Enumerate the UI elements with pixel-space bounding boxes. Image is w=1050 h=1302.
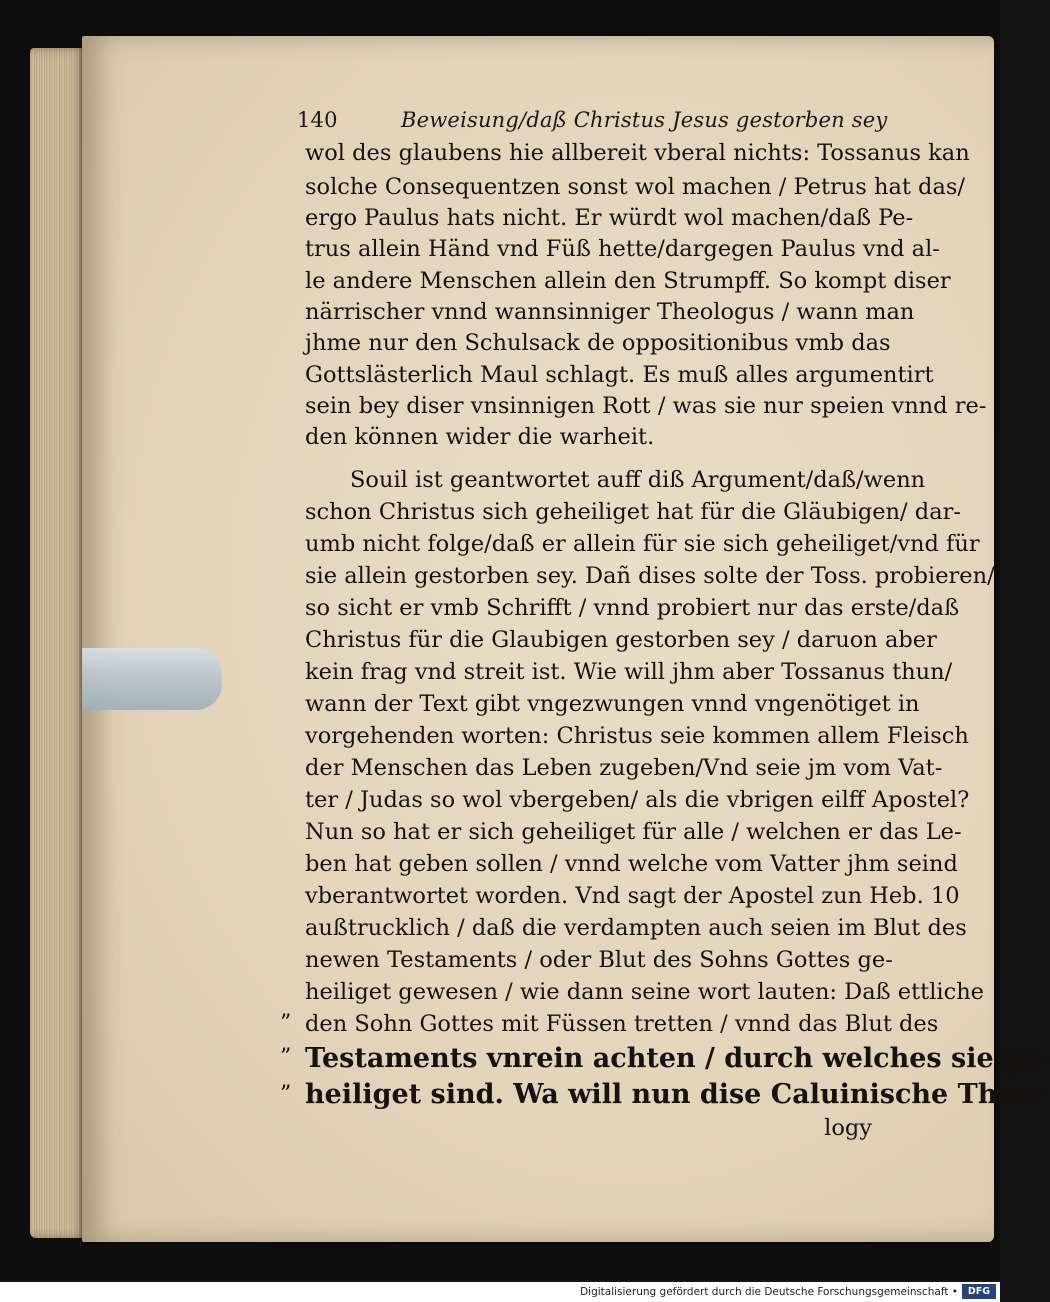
- text-line: wann der Text gibt vngezwungen vnnd vngenötiget in: [305, 691, 920, 717]
- text-line: jhme nur den Schulsack de oppositionibus vmb das: [305, 330, 891, 356]
- text-line: Christus für die Glaubigen gestorben sey / daruon aber: [305, 627, 937, 653]
- text-line: Nun so hat er sich geheiliget für alle / welchen er das Le-: [305, 819, 962, 845]
- text-line: närrischer vnnd wannsinniger Theologus / wann man: [305, 299, 915, 325]
- page-number: 140: [297, 108, 338, 132]
- text-line: heiliget gewesen / wie dann seine wort lauten: Daß ettliche: [305, 979, 984, 1005]
- text-line: le andere Menschen allein den Strumpff. So kompt diser: [305, 268, 951, 294]
- text-line: sie allein gestorben sey. Dañ dises solte der Toss. probieren/: [305, 563, 995, 589]
- text-line: kein frag vnd streit ist. Wie will jhm aber Tossanus thun/: [305, 659, 953, 685]
- text-line: vorgehenden worten: Christus seie kommen allem Fleisch: [305, 723, 969, 749]
- margin-quote-mark: ”: [280, 1045, 292, 1070]
- text-line: sein bey diser vnsinnigen Rott / was sie nur speien vnnd re-: [305, 393, 987, 419]
- text-line: heiliget sind. Wa will nun dise Caluinische Theo-: [305, 1079, 1044, 1110]
- text-line: solche Consequentzen sonst wol machen / Petrus hat das/: [305, 174, 966, 200]
- dfg-logo: DFG: [962, 1284, 996, 1299]
- text-line: den Sohn Gottes mit Füssen tretten / vnnd das Blut des: [305, 1011, 939, 1037]
- text-line: trus allein Händ vnd Füß hette/dargegen Paulus vnd al-: [305, 236, 940, 262]
- text-line: Gottslästerlich Maul schlagt. Es muß alles argumentirt: [305, 362, 934, 388]
- catchword: logy: [824, 1115, 872, 1141]
- margin-quote-mark: ”: [280, 1082, 292, 1107]
- text-line: den können wider die warheit.: [305, 424, 655, 450]
- text-line: außtrucklich / daß die verdampten auch seien im Blut des: [305, 915, 967, 941]
- text-line: Souil ist geantwortet auff diß Argument/daß/wenn: [350, 467, 926, 493]
- text-line: der Menschen das Leben zugeben/Vnd seie jm vom Vat-: [305, 755, 943, 781]
- text-line: ben hat geben sollen / vnnd welche vom Vatter jhm seind: [305, 851, 958, 877]
- page-marker-strip: [82, 648, 222, 710]
- text-line: wol des glaubens hie allbereit vberal nichts: Tossanus kan: [305, 140, 970, 166]
- book-page-edges: [30, 48, 86, 1238]
- text-line: ter / Judas so wol vbergeben/ als die vbrigen eilff Apostel?: [305, 787, 970, 813]
- text-line: newen Testaments / oder Blut des Sohns Gottes ge-: [305, 947, 893, 973]
- funding-credit: Digitalisierung gefördert durch die Deutsche Forschungsgemeinschaft •: [580, 1286, 958, 1298]
- text-line: so sicht er vmb Schrifft / vnnd probiert nur das erste/daß: [305, 595, 960, 621]
- text-line: vberantwortet worden. Vnd sagt der Apostel zun Heb. 10: [305, 883, 960, 909]
- text-line: Testaments vnrein achten / durch welches sie ge-: [305, 1043, 1050, 1074]
- running-head-title: Beweisung/daß Christus Jesus gestorben sey: [401, 108, 888, 132]
- text-line: umb nicht folge/daß er allein für sie sich geheiliget/vnd für: [305, 531, 980, 557]
- text-line: ergo Paulus hats nicht. Er würdt wol machen/daß Pe-: [305, 205, 914, 231]
- text-line: schon Christus sich geheiliget hat für die Gläubigen/ dar-: [305, 499, 961, 525]
- running-head: [297, 108, 888, 138]
- margin-quote-mark: ”: [280, 1011, 292, 1036]
